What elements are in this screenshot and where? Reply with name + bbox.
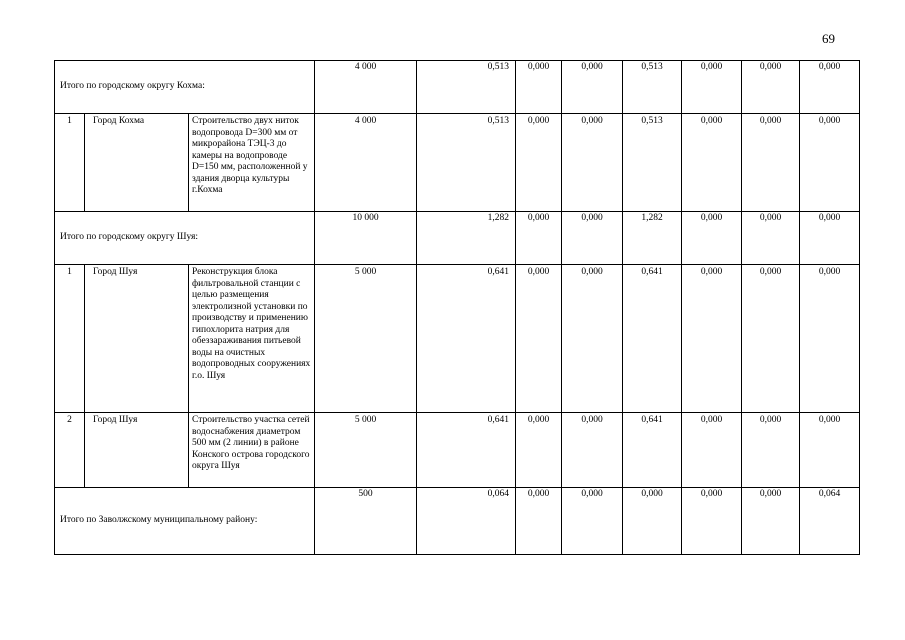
value-cell: 500 [315, 488, 417, 555]
table-row-summary-shuya [55, 212, 860, 265]
table-row [55, 265, 860, 413]
value-cell: 0,641 [417, 265, 516, 413]
value-cell: 0,000 [742, 413, 800, 488]
value-cell: 4 000 [315, 61, 417, 114]
table-row-summary-kohma [55, 61, 860, 114]
table-row [55, 413, 860, 488]
row-number: 1 [55, 265, 85, 413]
value-cell: 0,641 [623, 265, 682, 413]
value-cell: 0,000 [682, 265, 742, 413]
project-description: Реконструкция блока фильтровальной станции с целью размещения электролизной установки по производству и применению гипохлорита натрия для обеззараживания питьевой воды на очистных водопроводных сооружениях г.о. Шуя [189, 265, 315, 413]
value-cell: 0,064 [800, 488, 860, 555]
value-cell: 0,064 [417, 488, 516, 555]
value-cell: 0,000 [562, 61, 623, 114]
value-cell: 0,000 [562, 212, 623, 265]
summary-label: Итого по городскому округу Кохма: [55, 61, 315, 114]
value-cell: 0,000 [800, 212, 860, 265]
value-cell: 0,513 [417, 114, 516, 212]
place-name: Город Шуя [85, 265, 189, 413]
value-cell: 0,513 [417, 61, 516, 114]
value-cell: 0,000 [562, 114, 623, 212]
value-cell: 0,000 [742, 212, 800, 265]
value-cell: 10 000 [315, 212, 417, 265]
value-cell: 0,000 [516, 488, 562, 555]
value-cell: 4 000 [315, 114, 417, 212]
value-cell: 0,513 [623, 114, 682, 212]
project-description: Строительство двух ниток водопровода D=300 мм от микрорайона ТЭЦ-3 до камеры на водопроводе D=150 мм, расположенной у здания дворца культуры г.Кохма [189, 114, 315, 212]
value-cell: 0,000 [516, 61, 562, 114]
value-cell: 0,000 [516, 114, 562, 212]
value-cell: 0,000 [682, 413, 742, 488]
value-cell: 0,000 [516, 212, 562, 265]
value-cell: 0,000 [562, 488, 623, 555]
value-cell: 5 000 [315, 413, 417, 488]
value-cell: 1,282 [623, 212, 682, 265]
row-number: 2 [55, 413, 85, 488]
value-cell: 0,000 [742, 114, 800, 212]
table-row-summary-zavolzhsky [55, 488, 860, 555]
value-cell: 0,000 [682, 61, 742, 114]
value-cell: 0,000 [800, 61, 860, 114]
value-cell: 0,000 [742, 488, 800, 555]
value-cell: 0,000 [682, 212, 742, 265]
summary-label: Итого по Заволжскому муниципальному району: [55, 488, 315, 555]
value-cell: 0,000 [800, 114, 860, 212]
value-cell: 0,000 [682, 488, 742, 555]
value-cell: 5 000 [315, 265, 417, 413]
financing-table [54, 60, 860, 555]
place-name: Город Шуя [85, 413, 189, 488]
value-cell: 0,000 [742, 61, 800, 114]
value-cell: 0,000 [800, 413, 860, 488]
value-cell: 0,000 [682, 114, 742, 212]
value-cell: 1,282 [417, 212, 516, 265]
value-cell: 0,641 [417, 413, 516, 488]
value-cell: 0,000 [516, 265, 562, 413]
value-cell: 0,000 [800, 265, 860, 413]
row-number: 1 [55, 114, 85, 212]
value-cell: 0,000 [562, 413, 623, 488]
value-cell: 0,000 [562, 265, 623, 413]
project-description: Строительство участка сетей водоснабжения диаметром 500 мм (2 линии) в районе Конского острова городского округа Шуя [189, 413, 315, 488]
table-row [55, 114, 860, 212]
summary-label: Итого по городскому округу Шуя: [55, 212, 315, 265]
value-cell: 0,000 [742, 265, 800, 413]
page-number: 69 [822, 31, 835, 46]
value-cell: 0,000 [516, 413, 562, 488]
place-name: Город Кохма [85, 114, 189, 212]
value-cell: 0,641 [623, 413, 682, 488]
value-cell: 0,513 [623, 61, 682, 114]
value-cell: 0,000 [623, 488, 682, 555]
